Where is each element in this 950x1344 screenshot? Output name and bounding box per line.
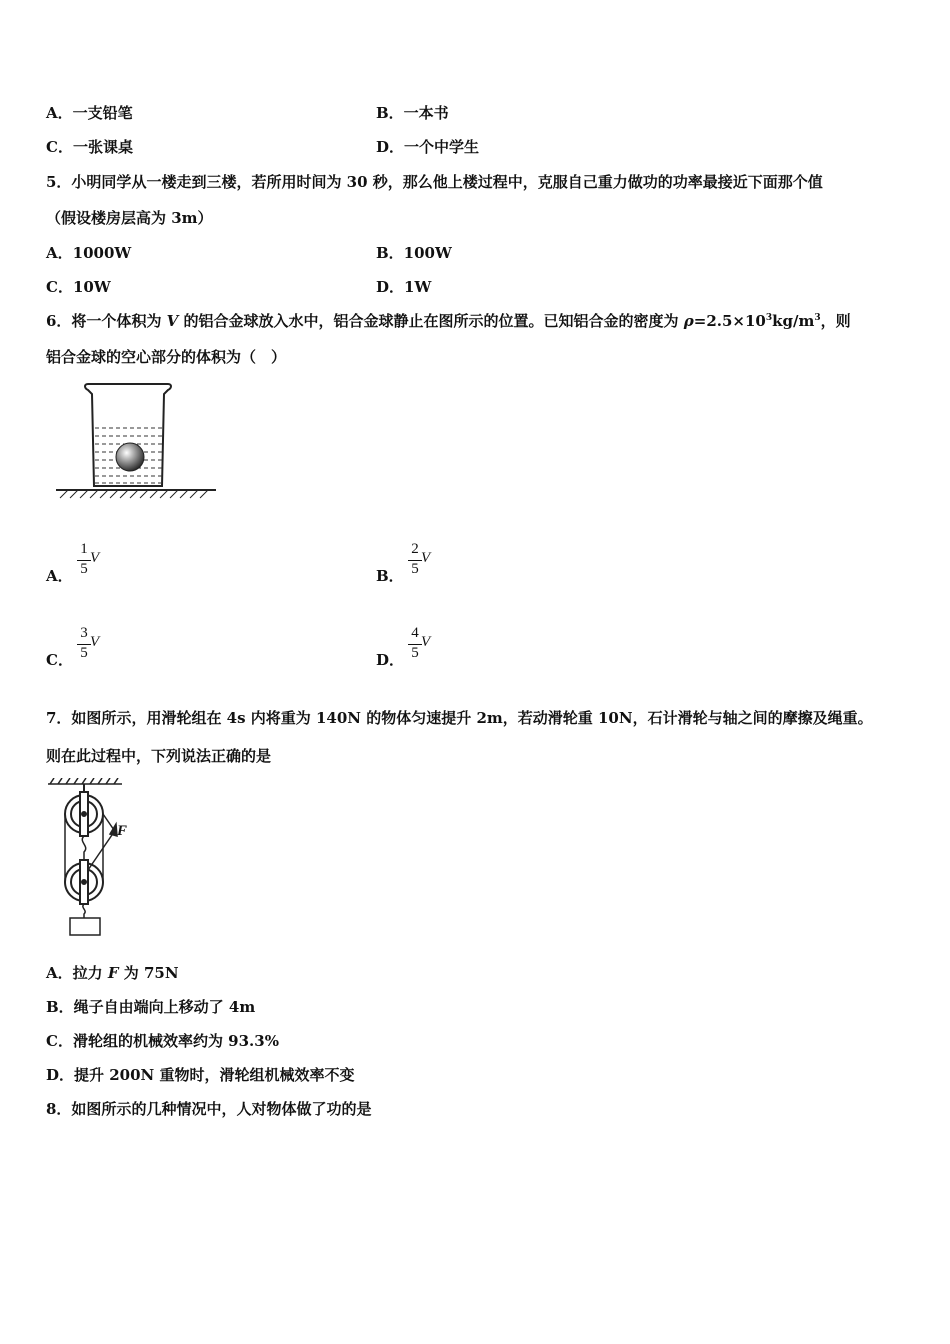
q5-option-b: B．100W <box>376 244 452 262</box>
q7-option-c: C．滑轮组的机械效率约为 93.3% <box>46 1032 279 1050</box>
q7-option-b: B．绳子自由端向上移动了 4m <box>46 998 256 1016</box>
pulley-figure <box>44 778 144 938</box>
fraction-numerator: 4 <box>411 625 419 641</box>
ceiling <box>48 778 122 784</box>
q8-stem-line1: 8．如图所示的几种情况中，人对物体做了功的是 <box>46 1100 372 1118</box>
fraction-variable: V <box>90 634 100 650</box>
q6-stem-line1: 6．将一个体积为 V 的铝合金球放入水中，铝合金球静止在图所示的位置。已知铝合金的密度为 $\rho=2.5\times 10^3kg/m^3$，则 <box>46 312 851 330</box>
q4-option-b: B．一本书 <box>376 104 449 122</box>
q7-option-a: A．拉力 F 为 75N <box>46 964 179 982</box>
q5-option-a: A．1000W <box>46 244 132 262</box>
q6-option-d-label: D． <box>376 651 405 669</box>
q6-option-a-fraction <box>77 541 117 581</box>
q6-option-a-label: A． <box>46 567 73 585</box>
force-label: F <box>117 823 128 839</box>
q5-stem-line2: （假设楼房层高为 3m） <box>46 209 213 227</box>
q6-stem-line2: 铝合金球的空心部分的体积为（ ） <box>46 348 287 366</box>
q7-stem-line2: 则在此过程中，下列说法正确的是 <box>46 747 272 765</box>
q5-stem-line1: 5．小明同学从一楼走到三楼，若所用时间为 30 秒，那么他上楼过程中，克服自己重力做功的功率最接近下面那个值 <box>46 173 823 191</box>
ground-hatch <box>60 490 208 498</box>
q4-option-c: C．一张课桌 <box>46 138 133 156</box>
q4-option-a: A．一支铅笔 <box>46 104 133 122</box>
fraction-denominator: 5 <box>411 645 419 661</box>
aluminum-ball <box>116 443 144 471</box>
ropes <box>65 814 114 882</box>
q7-option-d: D．提升 200N 重物时，滑轮组机械效率不变 <box>46 1066 355 1084</box>
q4-option-d: D．一个中学生 <box>376 138 480 156</box>
fraction-variable: V <box>421 634 431 650</box>
fixed-pulley <box>65 792 103 836</box>
q6-option-b-label: B． <box>376 567 404 585</box>
q7-stem-line1: 7．如图所示，用滑轮组在 4s 内将重为 140N 的物体匀速提升 2m，若动滑轮重 10N，石计滑轮与轴之间的摩擦及绳重。 <box>46 709 873 727</box>
q6-option-b-fraction <box>408 541 448 581</box>
fraction-numerator: 2 <box>411 541 419 557</box>
q5-option-c: C．10W <box>46 278 111 296</box>
beaker-figure <box>54 380 218 502</box>
q5-option-d: D．1W <box>376 278 432 296</box>
fraction-denominator: 5 <box>80 645 88 661</box>
q6-option-d-fraction <box>408 625 448 665</box>
fraction-denominator: 5 <box>80 561 88 577</box>
q6-option-c-fraction <box>77 625 117 665</box>
moving-pulley <box>65 860 103 904</box>
fraction-numerator: 1 <box>80 541 88 557</box>
fraction-denominator: 5 <box>411 561 419 577</box>
fraction-variable: V <box>421 550 431 566</box>
fraction-variable: V <box>90 550 100 566</box>
q6-option-c-label: C． <box>46 651 73 669</box>
fraction-numerator: 3 <box>80 625 88 641</box>
hanging-block <box>70 918 100 935</box>
